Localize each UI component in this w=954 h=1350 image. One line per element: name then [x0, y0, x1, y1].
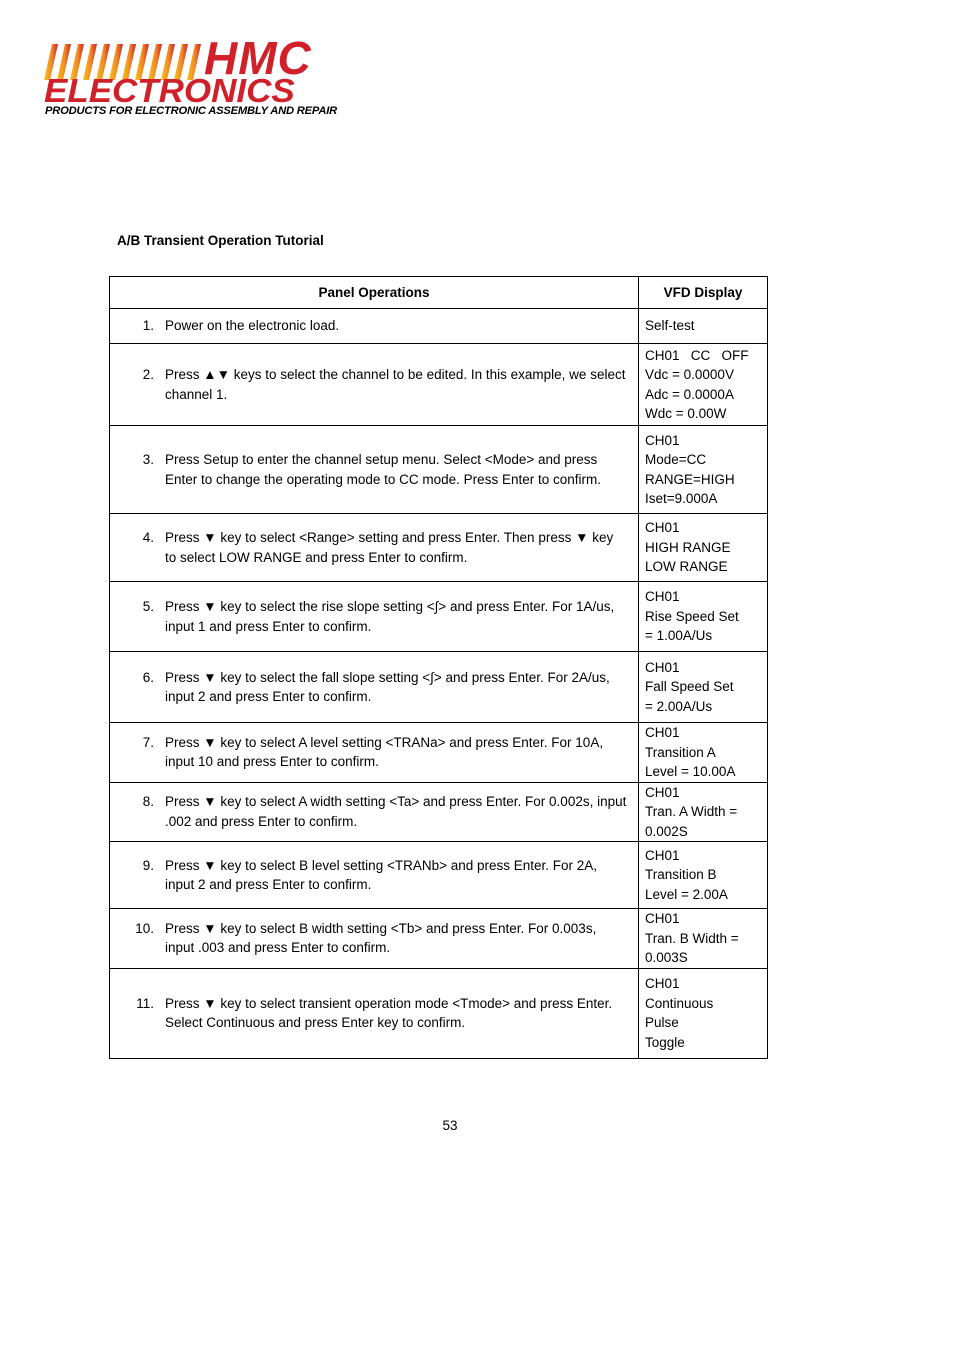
- panel-operation-cell: [110, 723, 639, 783]
- vfd-display-line: Pulse: [645, 1015, 679, 1030]
- vfd-display-line: Level = 2.00A: [645, 886, 728, 902]
- step-number: 1.: [142, 318, 154, 334]
- section-title: A/B Transient Operation Tutorial: [117, 233, 324, 248]
- page-number: 53: [442, 1118, 458, 1133]
- vfd-display-cell: [639, 344, 768, 426]
- vfd-display-line: CH01: [645, 847, 680, 863]
- step-number: 6.: [142, 669, 154, 685]
- panel-operation-cell: [110, 968, 639, 1058]
- vfd-display-line: Rise Speed Set: [645, 608, 739, 624]
- header-vfd-display: VFD Display: [639, 277, 768, 309]
- vfd-display-line: = 2.00A/Us: [645, 698, 713, 714]
- vfd-display-cell: [639, 723, 768, 783]
- vfd-display-line: CH01: [645, 784, 680, 800]
- vfd-display-line: 0.003S: [645, 950, 688, 965]
- step-text: Power on the electronic load.: [165, 318, 340, 334]
- step-number: 3.: [142, 452, 154, 467]
- vfd-display-line: Level = 10.00A: [645, 764, 736, 779]
- vfd-display-line: = 1.00A/Us: [645, 628, 713, 644]
- vfd-display-line: CH01 CC OFF: [645, 347, 749, 363]
- table-row: [110, 426, 768, 514]
- table-row: [110, 582, 768, 652]
- vfd-display-line: Transition A: [645, 744, 716, 760]
- panel-operation-cell: [110, 652, 639, 723]
- vfd-display-line: CH01: [645, 976, 680, 991]
- vfd-display-cell: [639, 652, 768, 723]
- vfd-display-line: CH01: [645, 911, 680, 926]
- vfd-display-line: Fall Speed Set: [645, 679, 734, 695]
- vfd-display-cell: [639, 309, 768, 344]
- vfd-display-line: CH01: [645, 589, 680, 605]
- vfd-display-cell: [639, 968, 768, 1058]
- vfd-display-cell: [639, 514, 768, 582]
- table-row: [110, 723, 768, 783]
- vfd-display-line: CH01: [645, 432, 680, 448]
- vfd-display-line: RANGE=HIGH: [645, 471, 735, 487]
- vfd-display-line: Tran. B Width =: [645, 930, 739, 946]
- step-text: Press ▼ key to select transient operation mode <Tmode> and press Enter. Select Continuous and press Enter key to confirm.: [165, 995, 613, 1030]
- vfd-display-line: CH01: [645, 520, 680, 536]
- step-number: 9.: [142, 857, 154, 873]
- table-row: [110, 344, 768, 426]
- step-text: Press ▼ key to select B level setting <TRANb> and press Enter. For 2A, input 2 and press Enter to confirm.: [165, 857, 598, 892]
- table-header-row: [110, 277, 768, 309]
- vfd-display-cell: [639, 909, 768, 969]
- panel-operation-cell: [110, 514, 639, 582]
- table-row: [110, 909, 768, 969]
- table-body: [110, 309, 768, 1059]
- panel-operation-cell: [110, 909, 639, 969]
- step-text: Press ▼ key to select A width setting <Ta> and press Enter. For 0.002s, input .002 and press Enter to confirm.: [165, 794, 627, 829]
- vfd-display-line: Iset=9.000A: [645, 491, 718, 506]
- vfd-display-line: Toggle: [645, 1034, 685, 1050]
- vfd-display-line: Vdc = 0.0000V: [645, 367, 734, 382]
- table-row: [110, 514, 768, 582]
- table-row: [110, 652, 768, 723]
- vfd-display-line: Wdc = 0.00W: [645, 406, 727, 421]
- vfd-display-line: Transition B: [645, 867, 717, 883]
- header-panel-operations: Panel Operations: [110, 277, 639, 309]
- logo-tagline: PRODUCTS FOR ELECTRONIC ASSEMBLY AND REPAIR: [45, 105, 338, 117]
- step-number: 10.: [135, 920, 154, 936]
- step-number: 8.: [142, 794, 154, 810]
- logo-subbrand: ELECTRONICS: [44, 72, 295, 109]
- step-number: 7.: [142, 734, 154, 750]
- step-number: 11.: [136, 995, 154, 1011]
- panel-operation-cell: [110, 782, 639, 842]
- vfd-display-line: 0.002S: [645, 823, 688, 839]
- table-row: [110, 842, 768, 909]
- step-text: Press ▼ key to select the fall slope setting <∫> and press Enter. For 2A/us, input 2 and press Enter to confirm.: [165, 669, 610, 704]
- vfd-display-line: Self-test: [645, 318, 695, 334]
- step-number: 4.: [142, 530, 154, 545]
- panel-operation-cell: [110, 582, 639, 652]
- step-text: Press ▲▼ keys to select the channel to be edited. In this example, we select channel 1.: [165, 367, 626, 402]
- panel-operation-cell: [110, 842, 639, 909]
- vfd-display-line: CH01: [645, 659, 680, 675]
- panel-operation-cell: [110, 344, 639, 426]
- step-number: 5.: [142, 599, 154, 614]
- logo-brand: HMC: [204, 32, 312, 84]
- table-row: [110, 309, 768, 344]
- vfd-display-line: Continuous: [645, 995, 714, 1011]
- vfd-display-line: Adc = 0.0000A: [645, 386, 734, 402]
- vfd-display-line: Mode=CC: [645, 452, 707, 467]
- step-number: 2.: [142, 367, 154, 382]
- step-text: Press ▼ key to select A level setting <TRANa> and press Enter. For 10A, input 10 and press Enter to confirm.: [165, 734, 604, 770]
- vfd-display-cell: [639, 782, 768, 842]
- operations-table: [109, 276, 768, 1059]
- panel-operation-cell: [110, 426, 639, 514]
- hmc-logo: [44, 32, 366, 118]
- step-text: Press ▼ key to select <Range> setting and press Enter. Then press ▼ key to select LOW RANGE and press Enter to confirm.: [165, 530, 614, 565]
- vfd-display-cell: [639, 842, 768, 909]
- vfd-display-line: HIGH RANGE: [645, 539, 731, 555]
- step-text: Press ▼ key to select the rise slope setting <∫> and press Enter. For 1A/us, input 1 and press Enter to confirm.: [165, 599, 615, 634]
- step-text: Press ▼ key to select B width setting <Tb> and press Enter. For 0.003s, input .003 and press Enter to confirm.: [165, 920, 597, 956]
- vfd-display-line: CH01: [645, 725, 680, 740]
- vfd-display-cell: [639, 582, 768, 652]
- table-row: [110, 968, 768, 1058]
- vfd-display-line: LOW RANGE: [645, 559, 728, 575]
- vfd-display-line: Tran. A Width =: [645, 804, 738, 819]
- table-row: [110, 782, 768, 842]
- vfd-display-cell: [639, 426, 768, 514]
- step-text: Press Setup to enter the channel setup menu. Select <Mode> and press Enter to change the operating mode to CC mode. Press Enter to confirm.: [165, 452, 601, 487]
- panel-operation-cell: [110, 309, 639, 344]
